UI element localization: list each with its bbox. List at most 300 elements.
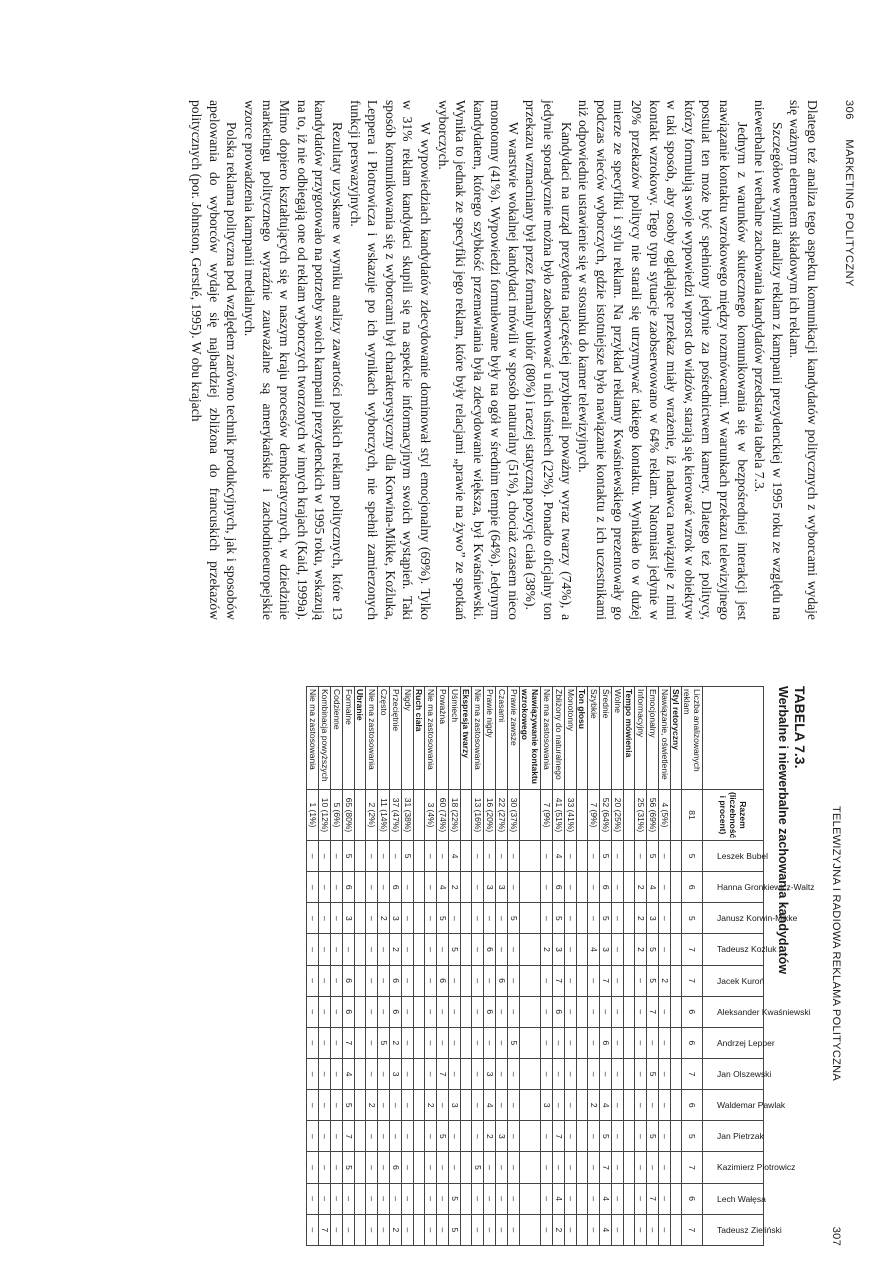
row-total: 33 (41%) [565,790,577,841]
row-total: 65 (80%) [343,790,355,841]
table-cell: 3 [390,1058,402,1089]
table-cell: 5 [600,1121,612,1152]
table-cell: – [319,965,331,996]
row-total [671,790,682,841]
table-cell [577,965,588,996]
table-cell: – [565,1214,577,1245]
table-cell: 6 [600,1027,612,1058]
table-cell: – [659,934,671,965]
table-cell: – [612,841,624,872]
table-cell: 3 [484,872,496,903]
table-row [402,687,414,1246]
table-cell: – [565,1058,577,1089]
table-cell: – [541,1058,553,1089]
table-cell: – [331,1090,343,1121]
table-cell: 5 [647,1058,659,1089]
table-cell: – [307,1214,319,1245]
row-total: 16 (20%) [484,790,496,841]
table-caption: Werbalne i niewerbalne zachowania kandydatów [776,686,790,975]
table-cell [414,1183,425,1214]
paragraph: W wypowiedziach kandydatów zdecydowanie dominował styl emocjonalny (69%). Tylko w 31% reklam kandydaci skupili się na aspekcie informacyjnym swoich wystąpień. Taki sposób komunikowania się z wyborcami był charakterystyczny dla Korwina-Mikke, Koźluka, Leppera i Piotrowicza i wskazuje po ich wynikach wyborczych, nie spełnił zamierzonych funkcji perswazyjnych. [347,100,433,620]
left-body-text [188,100,821,620]
table-cell: – [635,965,647,996]
table-cell: 3 [553,934,565,965]
table-cell: 6 [343,996,355,1027]
table-cell: – [588,965,600,996]
row-label: Czasami [496,687,508,790]
table-cell [461,1090,472,1121]
table-cell: – [659,1058,671,1089]
table-cell: – [635,1121,647,1152]
table-row [647,687,659,1246]
table-cell: – [366,1027,378,1058]
table-cell: – [612,1121,624,1152]
table-cell: – [612,1152,624,1183]
table-cell: – [472,934,484,965]
table-cell: – [307,1090,319,1121]
table-row [635,687,647,1246]
table-cell: 6 [390,965,402,996]
table-row [565,687,577,1246]
right-running-head [822,686,842,1246]
candidate-header [703,934,777,965]
candidate-header [703,996,811,1027]
table-cell: – [508,1121,520,1152]
table-cell [414,1152,425,1183]
table-cell [624,872,635,903]
table-cell: – [402,1058,414,1089]
candidate-header [703,1152,796,1183]
table-cell: – [659,996,671,1027]
candidate-header [703,841,769,872]
table-cell: – [600,1058,612,1089]
table-cell: 3 [600,934,612,965]
table-cell: – [390,1121,402,1152]
row-total: 3 (4%) [425,790,437,841]
row-label: Często [378,687,390,790]
table-cell [624,841,635,872]
table-cell: 7 [600,1152,612,1183]
table-cell [671,1090,682,1121]
row-total: 20 (25%) [612,790,624,841]
table-cell: – [437,1090,449,1121]
table-cell: 2 [635,903,647,934]
table-cell: – [425,1152,437,1183]
row-label: Nie ma zastosowania [366,687,378,790]
table-cell: 5 [437,1121,449,1152]
right-page-number: 307 [830,1226,842,1246]
table-cell [671,1027,682,1058]
table-cell: – [402,934,414,965]
table-cell: – [565,934,577,965]
table-cell: 5 [402,841,414,872]
table-cell: 3 [390,903,402,934]
row-total [414,790,425,841]
table-cell: 2 [390,934,402,965]
table-cell: – [366,903,378,934]
table-row [437,687,449,1246]
row-total: 37 (47%) [390,790,402,841]
table-cell: 4 [553,841,565,872]
table-cell [671,1214,682,1245]
table-cell [461,934,472,965]
table-cell: 5 [682,1121,703,1152]
row-label: Nie ma zastosowania [472,687,484,790]
table-cell: – [588,1152,600,1183]
table-cell [414,1058,425,1089]
table-cell [577,1027,588,1058]
table-cell: – [449,996,461,1027]
table-row [319,687,331,1246]
table-cell [355,872,366,903]
paragraph: Kandydaci na urząd prezydenta najczęściej przybierali poważny wyraz twarzy (74%), a jedynie sporadycznie można było zaobserwować u nich uśmiech (22%). Ponadto oficjalny ton przekazu wzmacniany był przez formalny ubiór (80%) i raczej statyczną pozycję ciała (38%). [523,100,574,620]
row-total: 1 (1%) [307,790,319,841]
row-total [461,790,472,841]
table-cell: – [635,1058,647,1089]
row-total: 25 (31%) [635,790,647,841]
table-cell [355,841,366,872]
table-cell: – [659,1183,671,1214]
table-cell: 5 [600,841,612,872]
table-cell [520,872,541,903]
table-cell: – [647,1027,659,1058]
table-cell: – [484,1214,496,1245]
table-cell: – [425,841,437,872]
table-cell: 6 [682,1090,703,1121]
table-cell: 6 [682,872,703,903]
table-cell: – [449,1027,461,1058]
row-total: 7 (9%) [541,790,553,841]
table-row [671,687,682,1246]
table-cell [461,1214,472,1245]
table-cell [461,1183,472,1214]
table-cell: – [378,934,390,965]
table-cell: – [437,841,449,872]
table-cell [624,1058,635,1089]
row-total: 2 (2%) [366,790,378,841]
table-cell: 2 [484,1121,496,1152]
table-cell: – [496,1058,508,1089]
row-total: 5 (6%) [331,790,343,841]
table-cell: – [508,1183,520,1214]
table-cell: – [496,1027,508,1058]
candidate-name: Jan Pietrzak [717,1131,764,1142]
paragraph: Polska reklama polityczna pod względem zarówno technik produkcyjnych, jak i sposobów apelowania do wyborców wydaje się najbardziej zbliżona do francuskich przekazów politycznych (por. Johnston, Gerstlé, 1995). W obu krajach [189,100,240,620]
table-cell: – [319,872,331,903]
table-row [553,687,565,1246]
table-cell: – [331,903,343,934]
candidate-header [703,1183,764,1214]
table-cell: – [496,1183,508,1214]
table-cell: – [508,1090,520,1121]
table-cell [624,1027,635,1058]
table-cell: – [496,1090,508,1121]
table-cell: – [588,1121,600,1152]
table-cell: – [366,934,378,965]
table-cell: 5 [449,934,461,965]
table-cell: – [659,1027,671,1058]
table-cell: – [484,1183,496,1214]
row-label: Prawie nigdy [484,687,496,790]
table-cell [355,1027,366,1058]
table-cell: 5 [472,1152,484,1183]
table-cell [461,903,472,934]
table-cell: 5 [378,1027,390,1058]
right-page [62,686,842,1246]
table-cell: – [612,1090,624,1121]
row-label: Szybkie [588,687,600,790]
table-cell [414,1027,425,1058]
table-cell: 7 [682,1214,703,1245]
table-cell [520,1027,541,1058]
table-cell [414,934,425,965]
table-cell: 4 [484,1090,496,1121]
table-row [541,687,553,1246]
table-cell: – [659,1152,671,1183]
table-cell: – [659,903,671,934]
table-cell [355,996,366,1027]
table-cell: – [588,996,600,1027]
row-label: Ruch ciała [414,687,425,790]
table-row [414,687,425,1246]
table-cell: – [307,903,319,934]
table-cell: 7 [437,1058,449,1089]
table-cell: – [331,934,343,965]
candidate-header [703,1214,782,1245]
candidate-header [703,965,764,996]
table-cell: – [496,996,508,1027]
row-label: Monotonny [565,687,577,790]
table-cell: – [319,1058,331,1089]
table-cell: 6 [496,965,508,996]
table-cell: 4 [437,872,449,903]
table-cell: – [612,1183,624,1214]
table-cell [520,841,541,872]
candidate-name: Andrzej Lepper [717,1037,775,1048]
table-cell: 5 [600,903,612,934]
table-cell [624,1090,635,1121]
table-cell: – [565,903,577,934]
table-row [577,687,588,1246]
table-cell: – [319,1183,331,1214]
table-cell: 5 [508,903,520,934]
table-cell: – [366,1152,378,1183]
table-row [378,687,390,1246]
table-cell: – [425,965,437,996]
table-cell: – [449,965,461,996]
table-cell [624,996,635,1027]
table-row [390,687,402,1246]
table-cell: – [378,1090,390,1121]
table-cell: 2 [588,1090,600,1121]
table-cell: – [449,1152,461,1183]
table-cell: – [307,1152,319,1183]
candidate-header [703,872,815,903]
table-cell: – [659,1214,671,1245]
table-cell [414,1090,425,1121]
table-cell: – [402,872,414,903]
row-total: 4 (5%) [659,790,671,841]
table-cell: – [402,965,414,996]
table-cell: – [425,934,437,965]
table-cell: 5 [682,841,703,872]
table-cell: – [647,1214,659,1245]
table-cell: 3 [541,1090,553,1121]
table-cell [577,996,588,1027]
table-cell: – [390,1183,402,1214]
table-cell: 2 [390,1027,402,1058]
table-cell [520,1152,541,1183]
table-cell: – [402,1214,414,1245]
table-cell [355,903,366,934]
table-cell [520,934,541,965]
table-row [472,687,484,1246]
row-label: Poważna [437,687,449,790]
table-cell [577,934,588,965]
table-cell: – [508,965,520,996]
table-cell: 5 [343,841,355,872]
table-cell: – [343,934,355,965]
table-cell: – [472,1058,484,1089]
table-cell: – [588,872,600,903]
table-cell: – [588,1058,600,1089]
table-cell [671,996,682,1027]
table-cell: – [378,1121,390,1152]
table-cell: – [378,1214,390,1245]
table-cell: – [565,965,577,996]
table-cell: – [508,1058,520,1089]
table-cell: – [402,1152,414,1183]
table-row [600,687,612,1246]
row-total: 41 (51%) [553,790,565,841]
table-cell: – [366,1058,378,1089]
table-cell [577,1214,588,1245]
candidate-name: Janusz Korwin-Mikke [717,913,798,924]
table-cell: – [343,1183,355,1214]
table-cell: – [425,1214,437,1245]
table-cell: 5 [682,903,703,934]
candidate-name: Kazimierz Piotrowicz [717,1162,796,1173]
table-cell: – [472,1214,484,1245]
table-cell: 5 [449,1183,461,1214]
table-cell: – [484,841,496,872]
table-row [496,687,508,1246]
table-cell: 6 [553,996,565,1027]
table-cell: – [565,1090,577,1121]
left-page [95,100,855,620]
table-cell: – [366,965,378,996]
table-cell: – [635,1027,647,1058]
table-cell: – [319,841,331,872]
row-total [577,790,588,841]
left-running-head [833,100,855,620]
table-cell: 6 [682,1027,703,1058]
right-running-head-title: TELEWIZYJNA I RADIOWA REKLAMA POLITYCZNA [830,806,842,1082]
table-cell [577,903,588,934]
row-total: 81 [682,790,703,841]
table-cell: – [331,1214,343,1245]
table-cell: – [319,903,331,934]
table-cell: – [402,903,414,934]
row-label: Nawiązanie, oświetlenie [659,687,671,790]
table-cell: 2 [378,903,390,934]
table-row [355,687,366,1246]
table-cell: 6 [600,872,612,903]
row-total: 22 (27%) [496,790,508,841]
table-cell: – [449,1121,461,1152]
table-cell: – [319,934,331,965]
table-cell: – [659,1121,671,1152]
table-cell [577,841,588,872]
table-row [484,687,496,1246]
table-cell: 6 [390,996,402,1027]
table-cell [355,1058,366,1089]
table-cell: – [508,1214,520,1245]
table-cell: – [565,1027,577,1058]
table-cell: – [425,1027,437,1058]
table-cell: 6 [343,872,355,903]
table-cell [461,841,472,872]
table-cell: – [635,1214,647,1245]
candidate-header [703,1058,772,1089]
table-cell: 6 [682,1183,703,1214]
left-page-number: 306 [843,100,855,120]
row-label: Wolne [612,687,624,790]
table-cell: – [437,1214,449,1245]
table-cell [461,965,472,996]
table-cell: – [307,1121,319,1152]
table-cell: – [425,1058,437,1089]
table-cell: – [425,1183,437,1214]
table-cell: 5 [343,1152,355,1183]
table-cell: 7 [682,1058,703,1089]
table-cell: – [553,1152,565,1183]
candidate-name: Aleksander Kwaśniewski [717,1006,811,1017]
table-cell: – [402,1027,414,1058]
table-cell: – [319,1152,331,1183]
total-header: Razem (liczebność i procent) [703,790,764,841]
table-cell: – [366,1121,378,1152]
category-header [703,687,764,790]
table-cell [461,1121,472,1152]
table-cell: – [366,1214,378,1245]
table-cell [671,903,682,934]
table-cell: – [496,1214,508,1245]
table-cell: 5 [449,1214,461,1245]
table-cell [461,996,472,1027]
table-cell: 7 [553,965,565,996]
candidate-name: Waldemar Pawlak [717,1100,786,1111]
table-cell: – [635,841,647,872]
table-cell: – [472,872,484,903]
table-cell: – [541,1121,553,1152]
table-cell: – [565,872,577,903]
table-cell: – [402,1121,414,1152]
table-cell: – [472,1183,484,1214]
table-cell: – [366,996,378,1027]
table-cell: – [541,1027,553,1058]
candidate-name: Jacek Kuroń [717,975,765,986]
table-cell [520,996,541,1027]
table-cell: – [472,1090,484,1121]
table-cell: – [508,841,520,872]
table-cell: – [541,965,553,996]
table-cell [577,1121,588,1152]
row-label: Nigdy [402,687,414,790]
table-cell: – [496,934,508,965]
table-cell: – [565,1152,577,1183]
row-label: Emocjonalny [647,687,659,790]
